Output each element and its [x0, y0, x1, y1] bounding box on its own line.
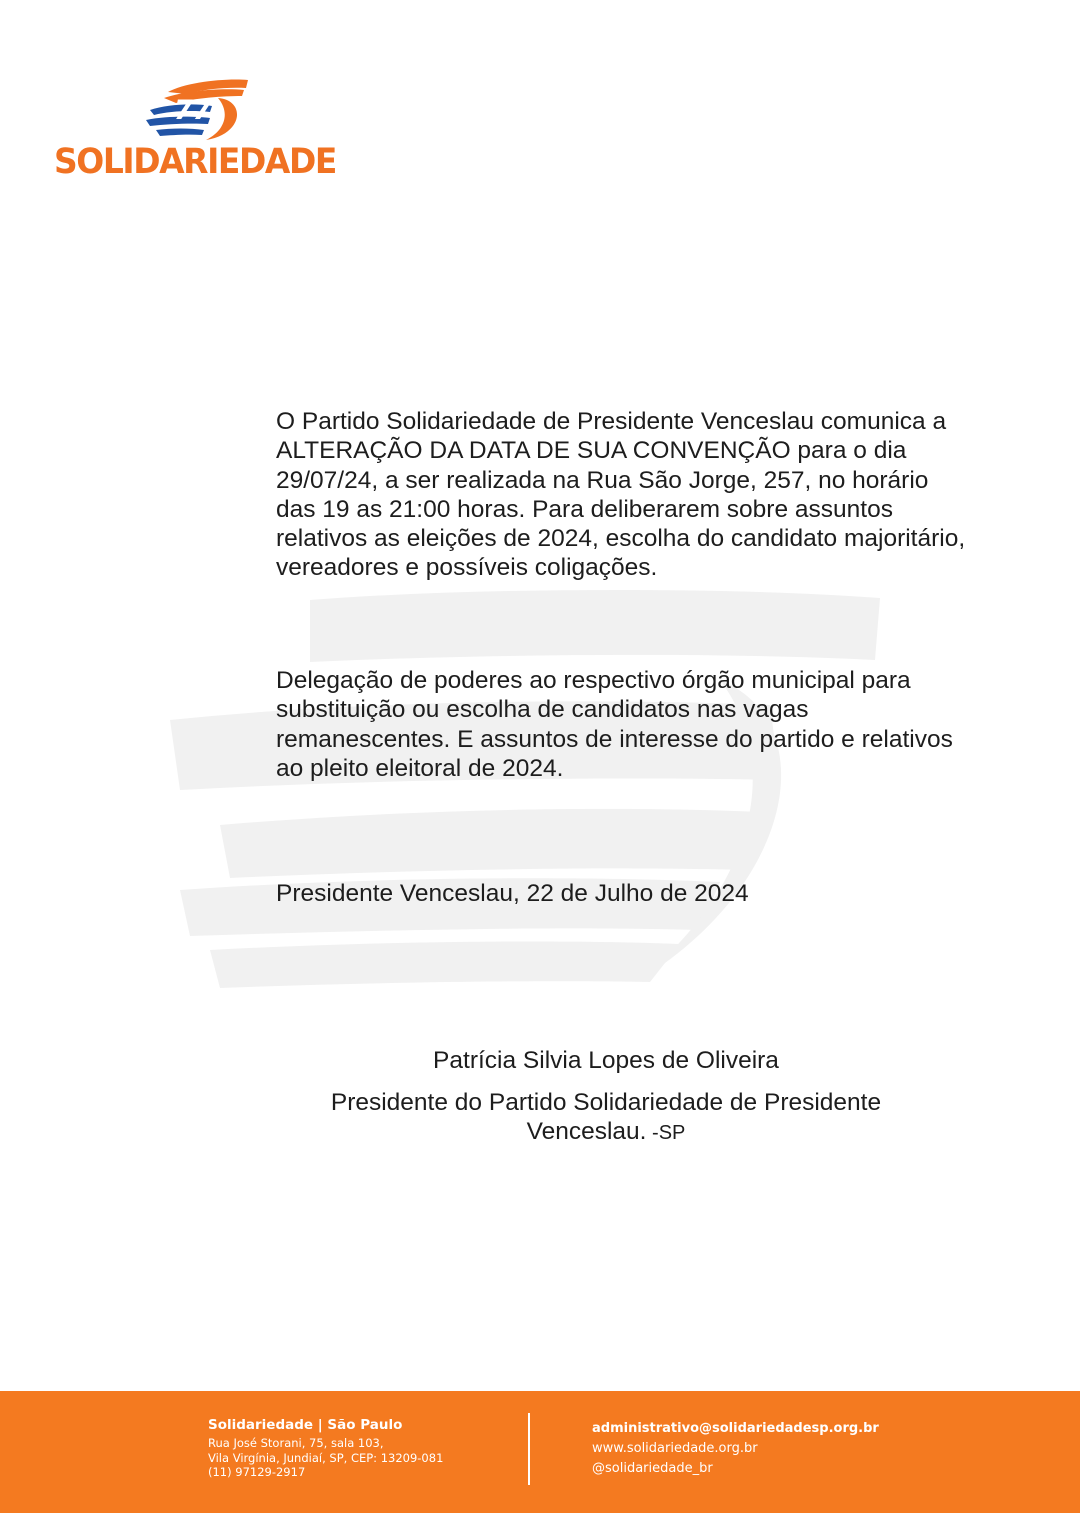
- signatory-title: [270, 1088, 942, 1148]
- footer-address-line-1: Rua José Storani, 75, sala 103,: [208, 1436, 384, 1450]
- logo-wordmark: SOLIDARIEDADE: [54, 142, 336, 182]
- footer-social-link[interactable]: @solidariedade_br: [592, 1461, 713, 1476]
- signature-block: [270, 1046, 942, 1148]
- footer-org-name: Solidariedade | São Paulo: [208, 1417, 403, 1433]
- solidariedade-77-logo-icon: [146, 76, 250, 148]
- signatory-title-suffix: -SP: [646, 1122, 686, 1144]
- footer-website-link[interactable]: www.solidariedade.org.br: [592, 1441, 758, 1456]
- footer-divider: [528, 1413, 530, 1485]
- date-line: Presidente Venceslau, 22 de Julho de 2024: [276, 880, 749, 907]
- footer-phone: (11) 97129-2917: [208, 1465, 306, 1479]
- footer: [0, 1391, 1080, 1513]
- announcement-paragraph: O Partido Solidariedade de Presidente Venceslau comunica a ALTERAÇÃO DA DATA DE SUA CONVENÇÃO para o dia 29/07/24, a ser realizada na Rua São Jorge, 257, no horário das 19 as 21:00 horas. Para deliberarem sobre assuntos relativos as eleições de 2024, escolha do candidato majoritário, vereadores e possíveis coligações.: [276, 408, 966, 582]
- logo-number: 77: [174, 95, 212, 126]
- signatory-title-text: Presidente do Partido Solidariedade de Presidente Venceslau.: [330, 1089, 882, 1145]
- signatory-name: Patrícia Silvia Lopes de Oliveira: [433, 1047, 779, 1074]
- footer-address-block: [208, 1416, 443, 1480]
- delegation-paragraph: Delegação de poderes ao respectivo órgão municipal para substituição ou escolha de candidatos nas vagas remanescentes. E assuntos de interesse do partido e relativos ao pleito eleitoral de 2024.: [276, 667, 953, 782]
- footer-contact-block: [592, 1419, 879, 1479]
- footer-address-line-2: Vila Virgínia, Jundiaí, SP, CEP: 13209-081: [208, 1450, 444, 1465]
- letter-body: [276, 407, 966, 583]
- solidariedade-logo: [50, 70, 350, 190]
- watermark-swoosh: [160, 580, 900, 1000]
- footer-email-link[interactable]: administrativo@solidariedadesp.org.br: [592, 1421, 879, 1436]
